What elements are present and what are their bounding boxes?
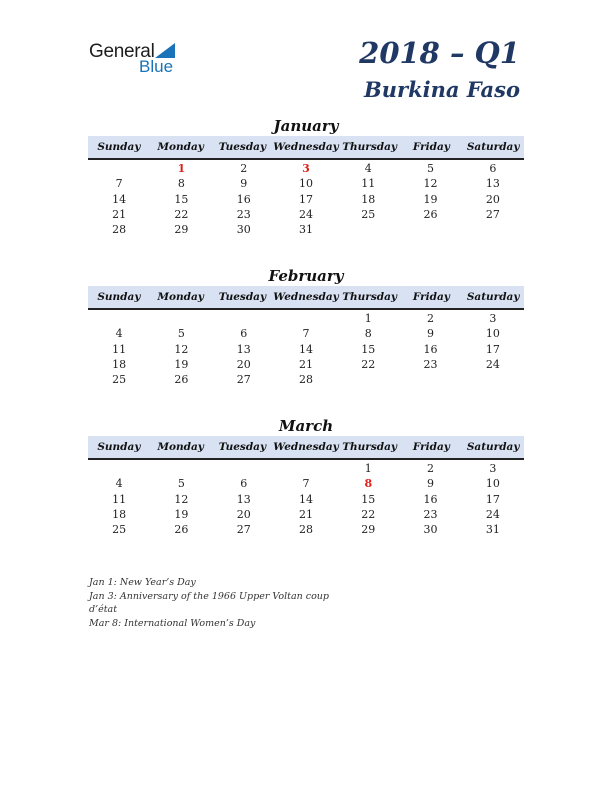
day-cell: 4 bbox=[115, 477, 123, 491]
week-row bbox=[88, 507, 524, 522]
day-cell: 11 bbox=[361, 177, 376, 191]
day-cell: 10 bbox=[485, 327, 500, 341]
day-cell: 10 bbox=[298, 177, 313, 191]
day-cell bbox=[150, 461, 212, 476]
day-cell: 5 bbox=[177, 327, 185, 341]
day-cell bbox=[150, 311, 212, 326]
day-cell: 18 bbox=[361, 192, 376, 206]
day-cell: 13 bbox=[236, 342, 251, 356]
month-february bbox=[88, 266, 524, 387]
holiday-note: Mar 8: International Women’s Day bbox=[89, 617, 256, 629]
weekday-label: Saturday bbox=[466, 291, 520, 303]
day-cell: 22 bbox=[361, 507, 376, 521]
weekday-label: Wednesday bbox=[273, 291, 339, 303]
day-cell: 5 bbox=[427, 162, 435, 175]
day-cell: 23 bbox=[236, 207, 251, 221]
day-cell: 30 bbox=[236, 223, 251, 237]
day-cell: 27 bbox=[485, 207, 500, 221]
day-cell: 12 bbox=[174, 342, 189, 356]
logo-text-general: General bbox=[89, 41, 155, 62]
day-cell: 25 bbox=[361, 207, 376, 221]
day-cell bbox=[399, 222, 461, 237]
day-cell: 8 bbox=[177, 177, 185, 191]
day-cell: 11 bbox=[112, 492, 127, 506]
day-cell: 15 bbox=[361, 342, 376, 356]
day-cell: 20 bbox=[485, 192, 500, 206]
month-name: February bbox=[268, 267, 344, 285]
day-cell: 2 bbox=[427, 462, 435, 475]
day-cell: 19 bbox=[174, 357, 189, 371]
day-cell: 21 bbox=[298, 357, 313, 371]
holiday-note: d’état bbox=[89, 604, 118, 615]
day-cell: 5 bbox=[177, 477, 185, 491]
day-cell: 23 bbox=[423, 507, 438, 521]
week-row bbox=[88, 326, 524, 341]
week-row bbox=[88, 161, 524, 176]
day-cell: 6 bbox=[240, 477, 248, 491]
day-cell: 28 bbox=[298, 523, 313, 537]
day-cell: 2 bbox=[240, 162, 248, 175]
weekday-label: Thursday bbox=[342, 141, 397, 153]
weekday-label: Friday bbox=[412, 141, 450, 153]
day-cell bbox=[88, 311, 150, 326]
day-cell: 1 bbox=[364, 462, 372, 475]
day-cell: 22 bbox=[174, 207, 189, 221]
day-cell: 16 bbox=[423, 492, 438, 506]
weekday-label: Sunday bbox=[97, 141, 141, 153]
day-cell bbox=[213, 461, 275, 476]
day-cell: 23 bbox=[423, 357, 438, 371]
day-cell bbox=[462, 372, 524, 387]
weekday-header bbox=[88, 136, 524, 160]
logo-text-blue: Blue bbox=[139, 57, 174, 76]
weekday-label: Sunday bbox=[97, 441, 141, 453]
weekday-label: Wednesday bbox=[273, 441, 339, 453]
day-cell bbox=[88, 161, 150, 176]
week-row bbox=[88, 222, 524, 237]
day-cell: 25 bbox=[112, 373, 127, 387]
day-cell: 24 bbox=[298, 207, 313, 221]
day-cell: 6 bbox=[240, 327, 248, 341]
weekday-header bbox=[88, 286, 524, 310]
page-title: 2018 – Q1 bbox=[359, 36, 520, 70]
day-cell: 13 bbox=[485, 177, 500, 191]
day-cell bbox=[337, 222, 399, 237]
logo-triangle-icon bbox=[155, 43, 175, 58]
day-cell: 9 bbox=[427, 327, 435, 341]
month-march bbox=[88, 416, 524, 537]
week-row bbox=[88, 522, 524, 537]
day-cell: 10 bbox=[485, 477, 500, 491]
day-cell: 7 bbox=[302, 327, 310, 341]
day-cell: 24 bbox=[485, 507, 500, 521]
day-cell bbox=[337, 372, 399, 387]
holiday-day-cell: 1 bbox=[177, 162, 186, 175]
weekday-label: Monday bbox=[157, 291, 204, 303]
day-cell: 17 bbox=[298, 192, 313, 206]
weekday-label: Friday bbox=[412, 291, 450, 303]
day-cell: 9 bbox=[240, 177, 248, 191]
day-cell: 14 bbox=[298, 342, 313, 356]
day-cell: 19 bbox=[174, 507, 189, 521]
weekday-label: Friday bbox=[412, 441, 450, 453]
week-row bbox=[88, 311, 524, 326]
day-cell: 27 bbox=[236, 523, 251, 537]
holiday-day-cell: 3 bbox=[302, 162, 310, 175]
day-cell: 29 bbox=[361, 523, 376, 537]
day-cell bbox=[462, 222, 524, 237]
day-cell: 22 bbox=[361, 357, 376, 371]
weekday-label: Monday bbox=[157, 441, 204, 453]
day-cell: 19 bbox=[423, 192, 438, 206]
day-cell: 17 bbox=[485, 492, 500, 506]
day-cell: 30 bbox=[423, 523, 438, 537]
day-cell: 26 bbox=[174, 523, 189, 537]
month-name: January bbox=[273, 117, 339, 135]
week-row bbox=[88, 357, 524, 372]
day-cell: 18 bbox=[112, 507, 127, 521]
day-cell: 21 bbox=[112, 207, 127, 221]
week-row bbox=[88, 476, 524, 491]
day-cell: 15 bbox=[174, 192, 189, 206]
day-cell: 12 bbox=[423, 177, 438, 191]
day-cell: 4 bbox=[364, 162, 372, 175]
brand-logo bbox=[89, 41, 189, 75]
day-cell: 3 bbox=[489, 312, 497, 325]
weekday-header bbox=[88, 436, 524, 460]
holiday-day-cell: 8 bbox=[364, 477, 373, 491]
holiday-notes bbox=[89, 576, 349, 630]
day-cell: 9 bbox=[427, 477, 435, 491]
week-row bbox=[88, 207, 524, 222]
weekday-label: Sunday bbox=[97, 291, 141, 303]
day-cell: 21 bbox=[298, 507, 313, 521]
weekday-label: Thursday bbox=[342, 441, 397, 453]
day-cell: 14 bbox=[298, 492, 313, 506]
week-row bbox=[88, 342, 524, 357]
holiday-note: Jan 3: Anniversary of the 1966 Upper Voltan coup bbox=[89, 590, 329, 602]
weekday-label: Tuesday bbox=[218, 441, 267, 453]
day-cell: 2 bbox=[427, 312, 435, 325]
day-cell: 11 bbox=[112, 342, 127, 356]
weekday-label: Monday bbox=[157, 141, 204, 153]
weekday-label: Thursday bbox=[342, 291, 397, 303]
day-cell: 28 bbox=[112, 223, 127, 237]
country-name: Burkina Faso bbox=[364, 77, 520, 102]
day-cell: 31 bbox=[298, 223, 313, 237]
day-cell: 18 bbox=[112, 357, 127, 371]
day-cell: 16 bbox=[423, 342, 438, 356]
day-cell bbox=[88, 461, 150, 476]
day-cell: 25 bbox=[112, 523, 127, 537]
weekday-label: Tuesday bbox=[218, 141, 267, 153]
day-cell: 8 bbox=[364, 327, 372, 341]
weekday-label: Saturday bbox=[466, 441, 520, 453]
month-name: March bbox=[278, 417, 334, 435]
day-cell: 4 bbox=[115, 327, 123, 341]
day-cell: 17 bbox=[485, 342, 500, 356]
day-cell: 27 bbox=[236, 373, 251, 387]
day-cell: 13 bbox=[236, 492, 251, 506]
day-cell: 15 bbox=[361, 492, 376, 506]
week-row bbox=[88, 461, 524, 476]
day-cell bbox=[275, 311, 337, 326]
day-cell bbox=[399, 372, 461, 387]
day-cell: 24 bbox=[485, 357, 500, 371]
day-cell: 20 bbox=[236, 357, 251, 371]
day-cell: 14 bbox=[112, 192, 127, 206]
day-cell: 16 bbox=[236, 192, 251, 206]
day-cell: 12 bbox=[174, 492, 189, 506]
day-cell: 31 bbox=[485, 523, 500, 537]
day-cell: 26 bbox=[174, 373, 189, 387]
day-cell: 7 bbox=[302, 477, 310, 491]
week-row bbox=[88, 372, 524, 387]
day-cell: 1 bbox=[364, 312, 372, 325]
day-cell: 26 bbox=[423, 207, 438, 221]
day-cell: 3 bbox=[489, 462, 497, 475]
day-cell: 28 bbox=[298, 373, 313, 387]
day-cell bbox=[213, 311, 275, 326]
day-cell: 6 bbox=[489, 162, 497, 175]
week-row bbox=[88, 192, 524, 207]
week-row bbox=[88, 176, 524, 191]
day-cell: 20 bbox=[236, 507, 251, 521]
weekday-label: Wednesday bbox=[273, 141, 339, 153]
day-cell: 7 bbox=[115, 177, 123, 191]
week-row bbox=[88, 492, 524, 507]
day-cell: 29 bbox=[174, 223, 189, 237]
weekday-label: Tuesday bbox=[218, 291, 267, 303]
month-january bbox=[88, 116, 524, 237]
holiday-note: Jan 1: New Year’s Day bbox=[89, 577, 196, 588]
weekday-label: Saturday bbox=[466, 141, 520, 153]
day-cell bbox=[275, 461, 337, 476]
